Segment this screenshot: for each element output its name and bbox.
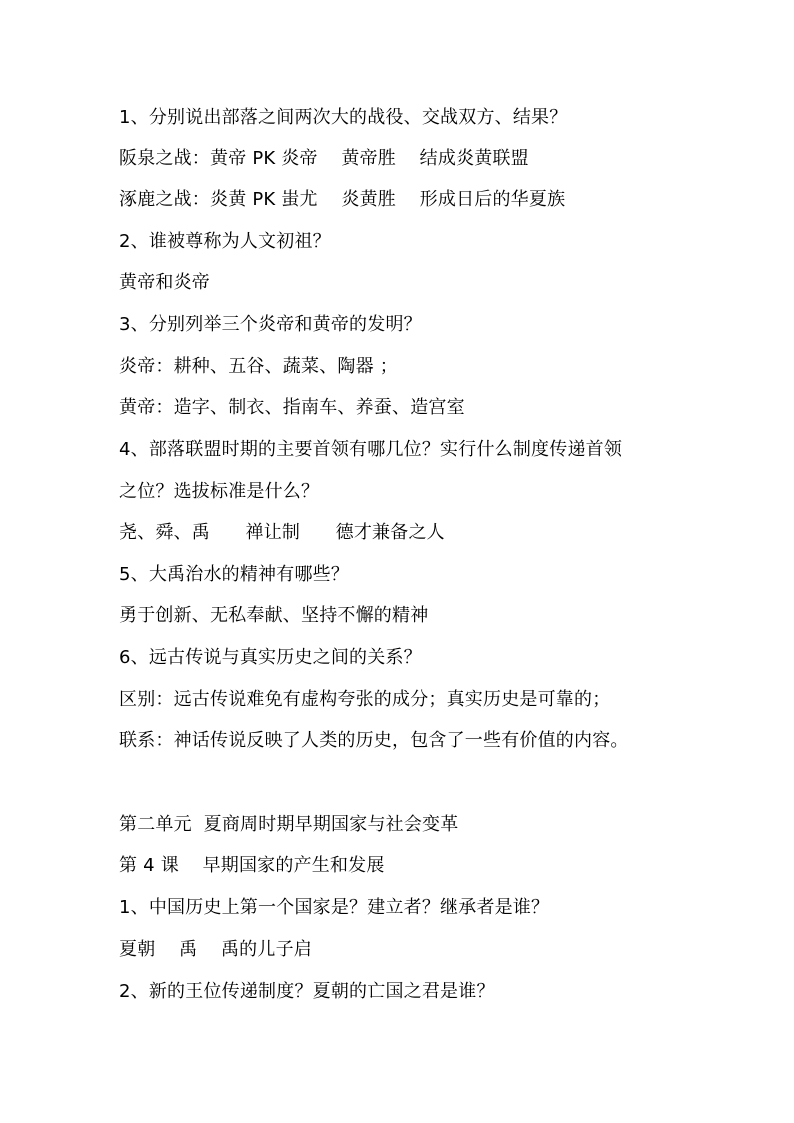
question-1: 1、分别说出部落之间两次大的战役、交战双方、结果？ [119, 107, 568, 128]
answer-line: 勇于创新、无私奉献、坚持不懈的精神 [119, 605, 429, 626]
question-3: 3、分别列举三个炎帝和黄帝的发明？ [119, 314, 422, 335]
question-1: 1、中国历史上第一个国家是？建立者？继承者是谁？ [119, 897, 550, 918]
unit-heading: 第二单元 夏商周时期早期国家与社会变革 [119, 814, 459, 835]
answer-line: 炎帝：耕种、五谷、蔬菜、陶器 ； [119, 356, 398, 377]
answer-line: 涿鹿之战：炎黄 PK 蚩尤 炎黄胜 形成日后的华夏族 [119, 189, 566, 210]
answer-line: 区别：远古传说难免有虚构夸张的成分；真实历史是可靠的； [119, 689, 611, 710]
question-4: 4、部落联盟时期的主要首领有哪几位？实行什么制度传递首领 [119, 439, 623, 460]
answer-line: 夏朝 禹 禹的儿子启 [119, 939, 312, 960]
question-6: 6、远古传说与真实历史之间的关系？ [119, 647, 422, 668]
answer-line: 阪泉之战：黄帝 PK 炎帝 黄帝胜 结成炎黄联盟 [119, 148, 529, 169]
question-2: 2、新的王位传递制度？夏朝的亡国之君是谁？ [119, 981, 495, 1002]
lesson-heading: 第 4 课 早期国家的产生和发展 [119, 855, 385, 876]
answer-line: 黄帝：造字、制衣、指南车、养蚕、造宫室 [119, 397, 465, 418]
question-2: 2、谁被尊称为人文初祖？ [119, 231, 331, 252]
answer-line: 黄帝和炎帝 [119, 272, 210, 293]
answer-line: 尧、舜、禹 禅让制 德才兼备之人 [119, 522, 445, 543]
answer-line: 联系：神话传说反映了人类的历史，包含了一些有价值的内容。 [119, 730, 629, 751]
question-5: 5、大禹治水的精神有哪些？ [119, 564, 350, 585]
question-4-continued: 之位？选拔标准是什么？ [119, 481, 320, 502]
